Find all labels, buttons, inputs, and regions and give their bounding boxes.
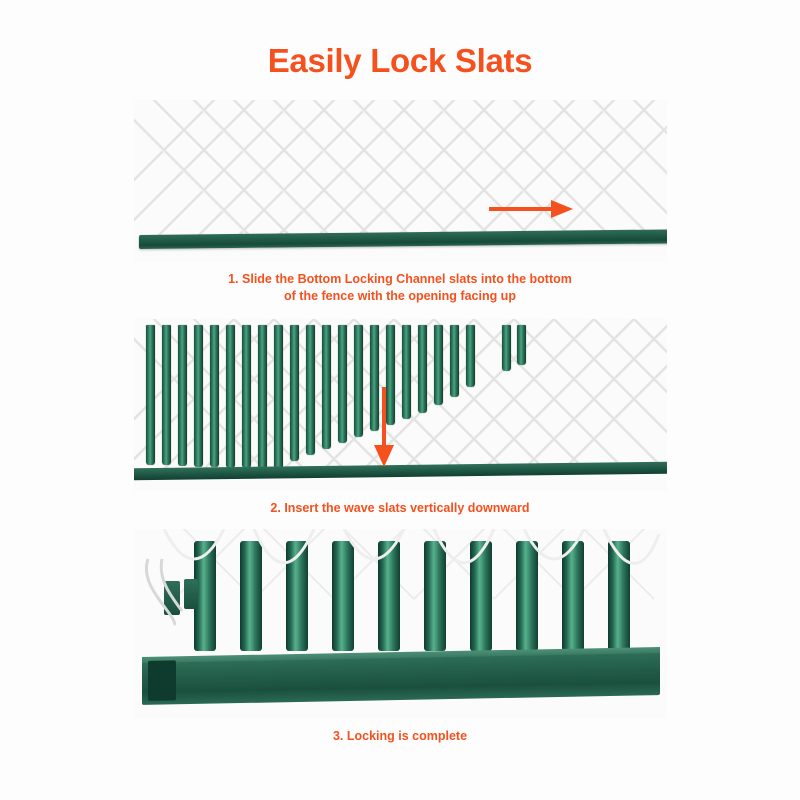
wave-slat bbox=[226, 325, 235, 468]
bottom-locking-channel-assembled bbox=[142, 639, 660, 711]
step-3 bbox=[0, 529, 800, 745]
channel-front-face bbox=[142, 653, 660, 705]
wave-slat bbox=[162, 325, 171, 465]
arrow-down-icon bbox=[372, 387, 396, 469]
wave-slat bbox=[354, 325, 363, 437]
wave-slat bbox=[322, 325, 331, 449]
wave-slat bbox=[194, 325, 203, 467]
step-2-caption bbox=[90, 500, 710, 517]
step-1 bbox=[0, 100, 800, 305]
step-3-caption bbox=[90, 728, 710, 745]
wave-slat bbox=[450, 325, 459, 397]
page-title: Easily Lock Slats bbox=[267, 42, 533, 79]
step-1-image bbox=[134, 100, 667, 262]
step-2-caption-line-1: 2. Insert the wave slats vertically downward bbox=[270, 501, 530, 515]
wave-slat bbox=[210, 325, 219, 467]
step-1-caption-line-1: 1. Slide the Bottom Locking Channel slats into the bottom bbox=[228, 272, 572, 286]
wave-slat bbox=[338, 325, 347, 443]
step-2 bbox=[0, 319, 800, 517]
wave-slat bbox=[418, 325, 427, 413]
arrow-right-icon bbox=[489, 198, 575, 220]
wave-slat bbox=[290, 325, 299, 461]
wave-slat bbox=[258, 325, 267, 469]
wave-slat bbox=[274, 325, 283, 469]
step-3-image bbox=[134, 529, 667, 719]
step-2-image bbox=[134, 319, 667, 491]
step-1-caption-line-2: of the fence with the opening facing up bbox=[284, 289, 516, 303]
wave-slat bbox=[402, 325, 411, 419]
wave-slat bbox=[178, 325, 187, 466]
wave-slat bbox=[434, 325, 443, 405]
wire-hook-icon bbox=[140, 557, 200, 627]
wave-slat bbox=[517, 325, 526, 365]
channel-open-end bbox=[148, 660, 176, 701]
wave-slat bbox=[306, 325, 315, 455]
step-1-caption bbox=[90, 271, 710, 305]
wave-slat bbox=[242, 325, 251, 468]
wave-slat bbox=[502, 325, 511, 371]
wave-slat bbox=[146, 325, 155, 465]
step-3-caption-line-1: 3. Locking is complete bbox=[332, 729, 468, 743]
wave-slat bbox=[466, 325, 475, 387]
